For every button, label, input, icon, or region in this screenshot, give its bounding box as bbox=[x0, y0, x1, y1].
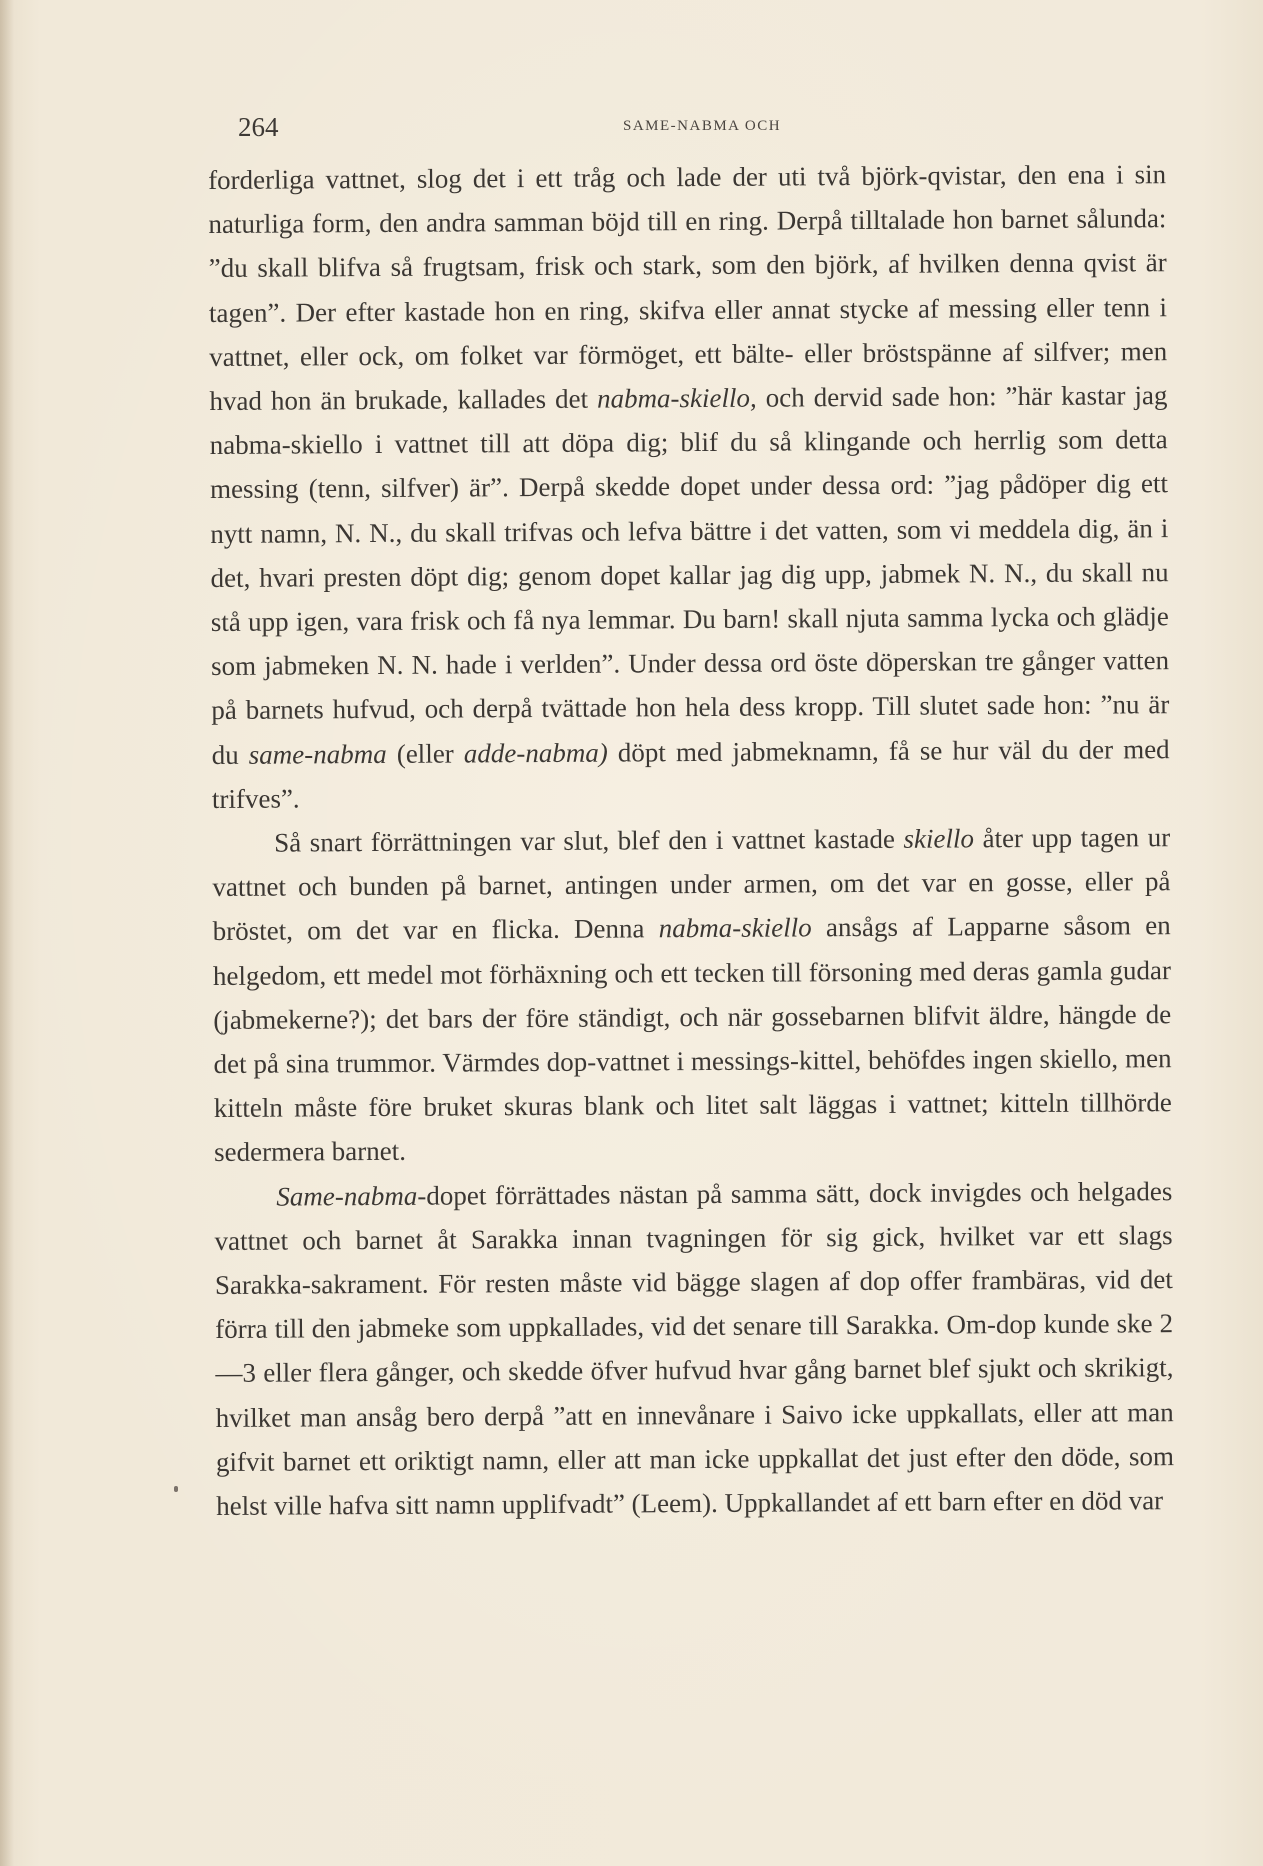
binding-edge-shadow bbox=[0, 0, 14, 1866]
italic-term: adde-nabma) bbox=[463, 737, 608, 769]
text-segment: (eller bbox=[386, 738, 464, 769]
paragraph bbox=[214, 1169, 1174, 1528]
text-segment: forderliga vattnet, slog det i ett tråg och lade der uti två björk-qvistar, den ena i sin naturliga form, den andra samman böjd till en ring. Derpå tilltalade hon barnet sålunda: ”du skall blifva så frugtsam, frisk och stark, som den björk, af hvilken denna qvist är tagen”. Der efter kastade hon en ring, skifva eller annat stycke af messing eller tenn i vattnet, eller ock, om folket var förmöget, ett bälte- eller bröstspänne af silfver; men hvad hon än brukade, kallades det bbox=[208, 159, 1168, 417]
text-segment: och dervid sade hon: ”här kastar jag nabma-skiello i vattnet till att döpa dig; blif du så klingande och herrlig som detta messing (tenn, silfver) är”. Derpå skedde dopet under dessa ord: ”jag pådöper dig ett nytt namn, N. N., du skall trifvas och lefva bättre i det vatten, som vi meddela dig, än i det, hvari presten döpt dig; genom dopet kallar jag dig upp, jabmek N. N., du skall nu stå upp igen, vara frisk och få nya lemmar. Du barn! skall njuta samma lycka och glädje som jabmeken N. N. hade i verlden”. Under dessa ord öste döperskan tre gånger vatten på barnets hufvud, och derpå tvättade hon hela dess kropp. Till slutet sade hon: ”nu är du bbox=[209, 380, 1170, 770]
text-segment: ansågs af Lapparne såsom en helgedom, ett medel mot förhäxning och ett tecken till försoning med deras gamla gudar (jabmekerne?); det bars der före ständigt, och när gossebarnen blifvit äldre, hängde de det på sina trummor. Värmdes dop-vattnet i messings-kittel, behöfdes ingen skiello, men kitteln måste före bruket skuras blank och litet salt läggas i vattnet; kitteln tillhörde sedermera barnet. bbox=[212, 910, 1172, 1168]
page-number: 264 bbox=[238, 112, 279, 142]
paragraph bbox=[212, 815, 1172, 1174]
italic-term: Same-nabma bbox=[276, 1180, 418, 1212]
text-segment: Så snart förrättningen var slut, blef den i vattnet kastade bbox=[274, 823, 904, 858]
page-blemish bbox=[174, 1486, 178, 1492]
italic-term: same-nabma bbox=[248, 738, 387, 770]
italic-term: nabma-skiello bbox=[658, 912, 812, 944]
page-header bbox=[238, 112, 1168, 152]
text-segment: döpt med jabmeknamn, få se hur väl du der med trifves”. bbox=[211, 733, 1170, 814]
paragraph bbox=[208, 152, 1170, 821]
body-text bbox=[208, 152, 1174, 1528]
italic-term: skiello bbox=[903, 823, 975, 854]
italic-term: nabma-skiello, bbox=[596, 382, 757, 414]
running-head: SAME-NABMA OCH bbox=[623, 118, 782, 134]
text-segment: -dopet förrättades nästan på samma sätt, dock invigdes och helgades vattnet och barnet åt Sarakka innan tvagningen för sig gick, hvilket var ett slags Sarakka-sakrament. För resten måste vid bägge slagen af dop offer frambäras, vid det förra till den jabmeke som uppkallades, vid det senare till Sarakka. Om-dop kunde ske 2—3 eller flera gånger, och skedde öfver hufvud hvar gång barnet blef sjukt och skrikigt, hvilket man ansåg bero derpå ”att en innevånare i Saivo icke uppkallats, eller att man gifvit barnet ett oriktigt namn, eller att man icke uppkallat det just efter den döde, som helst ville hafva sitt namn upplifvadt” (Leem). Uppkallandet af ett barn efter en död var bbox=[214, 1175, 1175, 1522]
text-segment: åter upp tagen ur vattnet och bunden på barnet, antingen under armen, om det var en gosse, eller på bröstet, om det var en flicka. Denna bbox=[212, 822, 1171, 947]
